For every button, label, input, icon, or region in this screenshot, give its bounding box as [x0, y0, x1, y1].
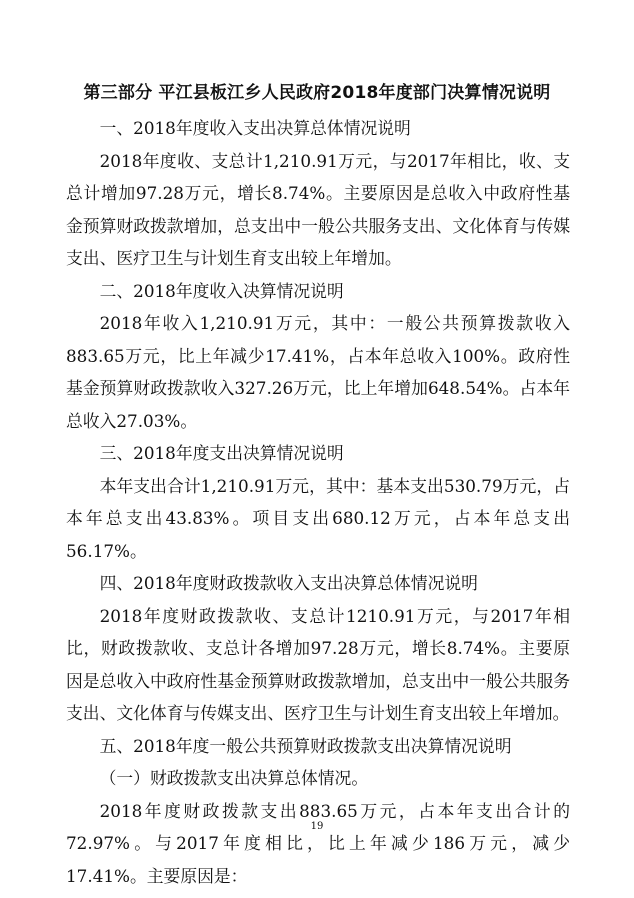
- paragraph: 2018年度财政拨款收、支总计1210.91万元，与2017年相比，财政拨款收、支总计各增加97.28万元，增长8.74%。主要原因是总收入中政府性基金预算财政拨款增加，总支出中一般公共服务支出、文化体育与传媒支出、医疗卫生与计划生育支出较上年增加。: [66, 605, 570, 723]
- section-heading-2: 二、2018年度收入决算情况说明: [99, 280, 344, 301]
- document-title: 第三部分 平江县板江乡人民政府2018年度部门决算情况说明: [83, 83, 551, 103]
- section-heading-4: 四、2018年度财政拨款收入支出决算总体情况说明: [99, 573, 478, 593]
- paragraph: 2018年度财政拨款支出883.65万元，占本年支出合计的72.97%。与2017年度相比，比上年减少186万元，减少17.41%。主要原因是：: [66, 800, 570, 886]
- page-number: 19: [310, 821, 324, 832]
- paragraph: 本年支出合计1,210.91万元，其中：基本支出530.79万元，占本年总支出43.83%。项目支出680.12万元，占本年总支出56.17%。: [66, 475, 570, 561]
- section-heading-1: 一、2018年度收入支出决算总体情况说明: [99, 118, 411, 138]
- section-heading-3: 三、2018年度支出决算情况说明: [99, 443, 344, 463]
- section-heading-5: 五、2018年度一般公共预算财政拨款支出决算情况说明: [99, 735, 512, 756]
- paragraph: 2018年度收、支总计1,210.91万元，与2017年相比，收、支总计增加97.28万元，增长8.74%。主要原因是总收入中政府性基金预算财政拨款增加，总支出中一般公共服务支出、文化体育与传媒支出、医疗卫生与计划生育支出较上年增加。: [66, 150, 570, 268]
- subsection-heading: （一）财政拨款支出决算总体情况。: [99, 768, 369, 788]
- document-body: [66, 112, 570, 892]
- paragraph: 2018年收入1,210.91万元，其中：一般公共预算拨款收入883.65万元，比上年减少17.41%，占本年总收入100%。政府性基金预算财政拨款收入327.26万元，比上年增加648.54%。占本年总收入27.03%。: [66, 313, 570, 431]
